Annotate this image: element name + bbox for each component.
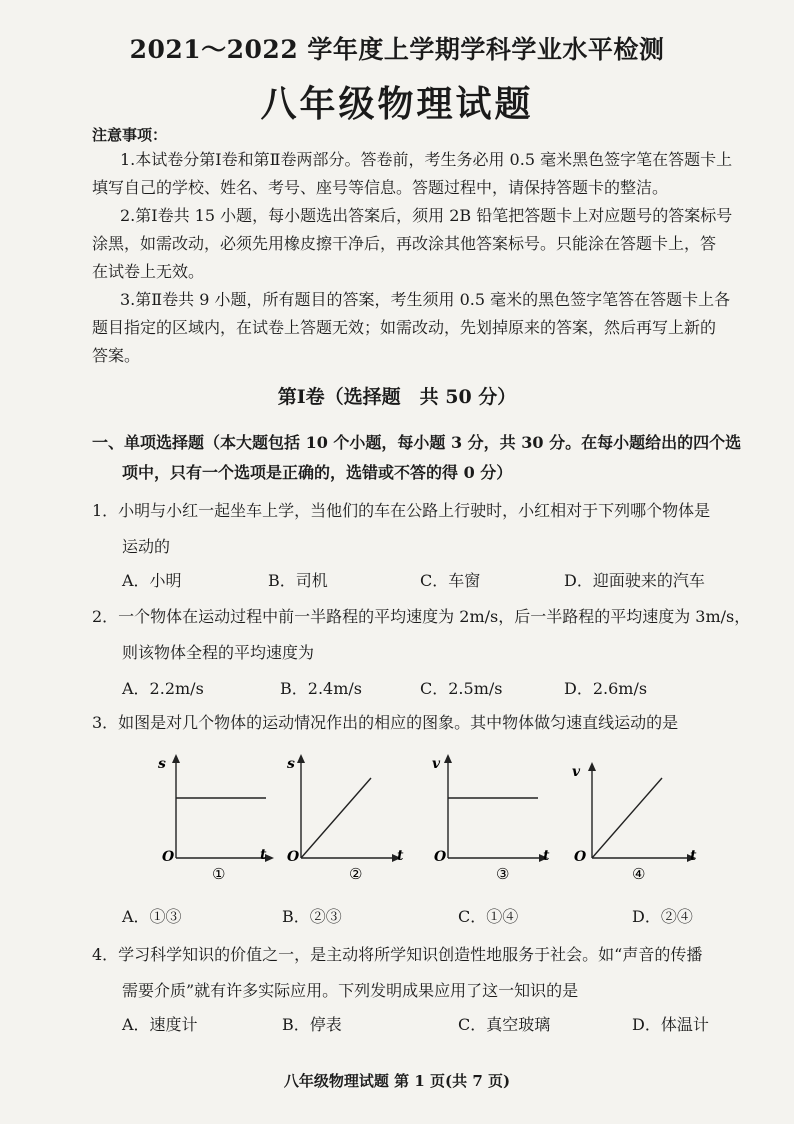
origin-label: O bbox=[574, 849, 587, 865]
notes-line: 3.第Ⅱ卷共 9 小题，所有题目的答案，考生须用 0.5 毫米的黑色签字笔答在答题卡上各 bbox=[120, 290, 731, 309]
y-axis-label: v bbox=[432, 756, 441, 772]
y-axis-label: v bbox=[572, 764, 581, 780]
notes-line: 涂黑，如需改动，必须先用橡皮擦干净后，再改涂其他答案标号。只能涂在答题卡上，答 bbox=[92, 234, 717, 253]
y-axis-arrow bbox=[297, 754, 305, 763]
question-2-text: 2．一个物体在运动过程中前一半路程的平均速度为 2m/s，后一半路程的平均速度为 3m/s， bbox=[92, 607, 751, 626]
notes-line: 题目指定的区域内，在试卷上答题无效；如需改动，先划掉原来的答案，然后再写上新的 bbox=[92, 318, 717, 337]
origin-label: O bbox=[162, 849, 175, 865]
y-axis-arrow bbox=[444, 754, 452, 763]
part1-instructions: 项中，只有一个选项是正确的，选错或不答的得 0 分） bbox=[122, 463, 513, 482]
graph-line bbox=[592, 778, 662, 858]
question-2-option-d[interactable]: D．2.6m/s bbox=[564, 679, 648, 698]
question-4-option-b[interactable]: B．停表 bbox=[282, 1015, 342, 1034]
question-3-option-a[interactable]: A．①③ bbox=[122, 907, 182, 926]
x-axis-label: t bbox=[690, 848, 697, 864]
motion-graph-3 bbox=[430, 748, 560, 888]
exam-title: 八年级物理试题 bbox=[260, 83, 534, 125]
motion-graph-4 bbox=[568, 748, 708, 888]
notes-line: 2.第Ⅰ卷共 15 小题，每小题选出答案后，须用 2B 铅笔把答题卡上对应题号的答案标号 bbox=[120, 206, 733, 225]
exam-header: 2021～2022 学年度上学期学科学业水平检测 bbox=[129, 35, 665, 64]
question-1-option-c[interactable]: C．车窗 bbox=[420, 571, 481, 590]
y-axis-arrow bbox=[588, 762, 596, 771]
question-4-option-a[interactable]: A．速度计 bbox=[122, 1015, 198, 1034]
motion-graph-2 bbox=[285, 748, 415, 888]
question-2-text: 则该物体全程的平均速度为 bbox=[122, 643, 315, 662]
question-1-option-a[interactable]: A．小明 bbox=[122, 571, 182, 590]
y-axis-label: s bbox=[287, 756, 295, 772]
graph-number: ③ bbox=[496, 865, 510, 883]
section-title: 第Ⅰ卷（选择题 共 50 分） bbox=[277, 386, 517, 408]
notes-line: 在试卷上无效。 bbox=[92, 262, 205, 281]
question-2-option-a[interactable]: A．2.2m/s bbox=[122, 679, 204, 698]
question-4-option-d[interactable]: D．体温计 bbox=[632, 1015, 709, 1034]
notes-line: 答案。 bbox=[92, 346, 141, 365]
x-axis-label: t bbox=[397, 848, 404, 864]
graph-number: ① bbox=[212, 865, 226, 883]
question-3-text: 3．如图是对几个物体的运动情况作出的相应的图象。其中物体做匀速直线运动的是 bbox=[92, 713, 679, 732]
graph-line bbox=[301, 778, 371, 858]
question-1-option-b[interactable]: B．司机 bbox=[268, 571, 328, 590]
x-axis-label: t bbox=[543, 848, 550, 864]
question-3-option-c[interactable]: C．①④ bbox=[458, 907, 519, 926]
question-1-option-d[interactable]: D．迎面驶来的汽车 bbox=[564, 571, 705, 590]
motion-graph-1 bbox=[150, 748, 280, 888]
y-axis-arrow bbox=[172, 754, 180, 763]
notes-line: 填写自己的学校、姓名、考号、座号等信息。答题过程中，请保持答题卡的整洁。 bbox=[92, 178, 669, 197]
page-footer: 八年级物理试题 第 1 页(共 7 页) bbox=[283, 1072, 511, 1090]
graph-number: ② bbox=[349, 865, 363, 883]
question-1-text: 1．小明与小红一起坐车上学，当他们的车在公路上行驶时，小红相对于下列哪个物体是 bbox=[92, 501, 711, 520]
origin-label: O bbox=[287, 849, 300, 865]
question-4-text: 需要介质”就有许多实际应用。下列发明成果应用了这一知识的是 bbox=[122, 981, 579, 1000]
question-2-option-b[interactable]: B．2.4m/s bbox=[280, 679, 362, 698]
question-3-option-b[interactable]: B．②③ bbox=[282, 907, 342, 926]
question-3-option-d[interactable]: D．②④ bbox=[632, 907, 693, 926]
question-4-text: 4．学习科学知识的价值之一，是主动将所学知识创造性地服务于社会。如“声音的传播 bbox=[92, 945, 703, 964]
graph-number: ④ bbox=[632, 865, 646, 883]
question-4-option-c[interactable]: C．真空玻璃 bbox=[458, 1015, 551, 1034]
y-axis-label: s bbox=[158, 756, 166, 772]
notes-line: 1.本试卷分第Ⅰ卷和第Ⅱ卷两部分。答卷前，考生务必用 0.5 毫米黑色签字笔在答题卡上 bbox=[120, 150, 733, 169]
part1-instructions: 一、单项选择题（本大题包括 10 个小题，每小题 3 分，共 30 分。在每小题给出的四个选 bbox=[92, 433, 742, 452]
origin-label: O bbox=[434, 849, 447, 865]
x-axis-label: t bbox=[260, 847, 267, 863]
question-1-text: 运动的 bbox=[122, 537, 171, 556]
question-2-option-c[interactable]: C．2.5m/s bbox=[420, 679, 503, 698]
notes-heading: 注意事项： bbox=[92, 126, 168, 144]
